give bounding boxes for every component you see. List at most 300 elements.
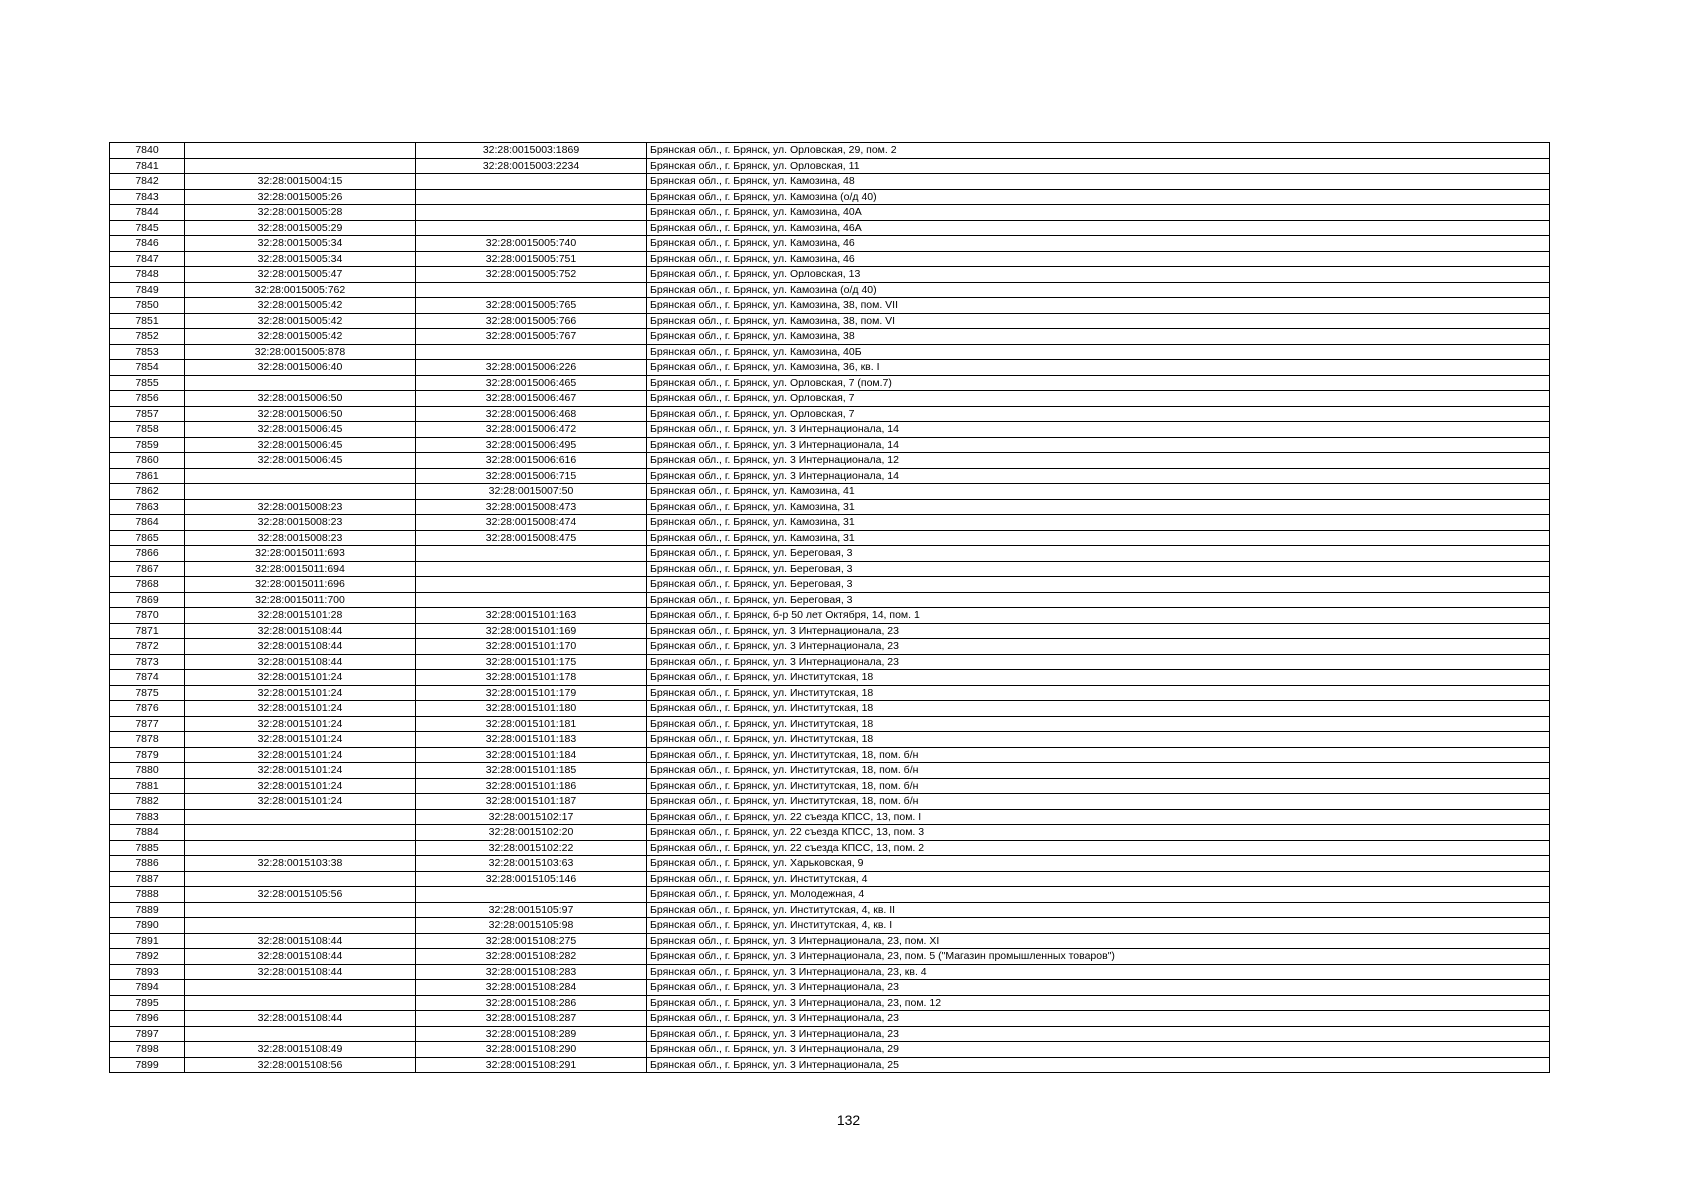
parcel-cadastral-number-cell: 32:28:0015108:44 [185,964,416,980]
row-number-cell: 7882 [110,794,185,810]
table-row [110,174,1550,190]
object-cadastral-number-cell: 32:28:0015003:2234 [416,158,647,174]
parcel-cadastral-number-cell: 32:28:0015101:24 [185,685,416,701]
parcel-cadastral-number-cell: 32:28:0015006:45 [185,453,416,469]
object-cadastral-number-cell [416,282,647,298]
parcel-cadastral-number-cell: 32:28:0015008:23 [185,515,416,531]
table-row [110,205,1550,221]
object-cadastral-number-cell: 32:28:0015008:474 [416,515,647,531]
row-number-cell: 7875 [110,685,185,701]
object-cadastral-number-cell [416,577,647,593]
table-row [110,220,1550,236]
object-cadastral-number-cell: 32:28:0015108:289 [416,1026,647,1042]
table-row [110,902,1550,918]
table-row [110,964,1550,980]
row-number-cell: 7857 [110,406,185,422]
address-cell: Брянская обл., г. Брянск, ул. Институтская, 4 [647,871,1550,887]
parcel-cadastral-number-cell: 32:28:0015006:45 [185,437,416,453]
row-number-cell: 7863 [110,499,185,515]
row-number-cell: 7899 [110,1057,185,1073]
object-cadastral-number-cell: 32:28:0015006:495 [416,437,647,453]
address-cell: Брянская обл., г. Брянск, ул. Институтская, 18 [647,670,1550,686]
address-cell: Брянская обл., г. Брянск, ул. Институтская, 18, пом. б/н [647,763,1550,779]
table-row [110,794,1550,810]
table-row [110,282,1550,298]
address-cell: Брянская обл., г. Брянск, ул. 3 Интернационала, 23 [647,654,1550,670]
object-cadastral-number-cell: 32:28:0015108:283 [416,964,647,980]
object-cadastral-number-cell [416,344,647,360]
address-cell: Брянская обл., г. Брянск, ул. Институтская, 18 [647,701,1550,717]
parcel-cadastral-number-cell: 32:28:0015108:44 [185,1011,416,1027]
parcel-cadastral-number-cell: 32:28:0015101:24 [185,778,416,794]
address-cell: Брянская обл., г. Брянск, ул. Институтская, 18 [647,732,1550,748]
object-cadastral-number-cell: 32:28:0015105:97 [416,902,647,918]
address-cell: Брянская обл., г. Брянск, ул. 3 Интернационала, 23, пом. 12 [647,995,1550,1011]
table-row [110,236,1550,252]
table-row [110,577,1550,593]
parcel-cadastral-number-cell [185,995,416,1011]
object-cadastral-number-cell: 32:28:0015006:715 [416,468,647,484]
address-cell: Брянская обл., г. Брянск, ул. Береговая, 3 [647,592,1550,608]
address-cell: Брянская обл., г. Брянск, ул. Береговая, 3 [647,546,1550,562]
parcel-cadastral-number-cell: 32:28:0015108:49 [185,1042,416,1058]
table-row [110,1042,1550,1058]
row-number-cell: 7891 [110,933,185,949]
parcel-cadastral-number-cell: 32:28:0015005:34 [185,236,416,252]
table-row [110,406,1550,422]
object-cadastral-number-cell: 32:28:0015108:275 [416,933,647,949]
row-number-cell: 7885 [110,840,185,856]
table-row [110,484,1550,500]
object-cadastral-number-cell [416,887,647,903]
row-number-cell: 7894 [110,980,185,996]
address-cell: Брянская обл., г. Брянск, ул. Орловская, 13 [647,267,1550,283]
address-cell: Брянская обл., г. Брянск, ул. Камозина (о/д 40) [647,189,1550,205]
parcel-cadastral-number-cell: 32:28:0015108:44 [185,623,416,639]
parcel-cadastral-number-cell: 32:28:0015108:44 [185,654,416,670]
parcel-cadastral-number-cell: 32:28:0015006:45 [185,422,416,438]
row-number-cell: 7869 [110,592,185,608]
object-cadastral-number-cell: 32:28:0015108:291 [416,1057,647,1073]
table-row [110,670,1550,686]
parcel-cadastral-number-cell: 32:28:0015005:42 [185,313,416,329]
row-number-cell: 7874 [110,670,185,686]
parcel-cadastral-number-cell: 32:28:0015011:696 [185,577,416,593]
row-number-cell: 7859 [110,437,185,453]
table-row [110,980,1550,996]
object-cadastral-number-cell: 32:28:0015105:146 [416,871,647,887]
object-cadastral-number-cell: 32:28:0015005:767 [416,329,647,345]
object-cadastral-number-cell: 32:28:0015006:467 [416,391,647,407]
table-row [110,499,1550,515]
table-row [110,313,1550,329]
address-cell: Брянская обл., г. Брянск, ул. Камозина, 31 [647,499,1550,515]
address-cell: Брянская обл., г. Брянск, ул. Камозина, 38, пом. VI [647,313,1550,329]
row-number-cell: 7884 [110,825,185,841]
object-cadastral-number-cell: 32:28:0015101:170 [416,639,647,655]
row-number-cell: 7848 [110,267,185,283]
parcel-cadastral-number-cell: 32:28:0015005:28 [185,205,416,221]
table-row [110,158,1550,174]
table-row [110,778,1550,794]
parcel-cadastral-number-cell: 32:28:0015006:40 [185,360,416,376]
table-row [110,515,1550,531]
table-row [110,809,1550,825]
table-row [110,375,1550,391]
address-cell: Брянская обл., г. Брянск, ул. Камозина, 38 [647,329,1550,345]
table-row [110,933,1550,949]
parcel-cadastral-number-cell: 32:28:0015005:47 [185,267,416,283]
parcel-cadastral-number-cell: 32:28:0015008:23 [185,530,416,546]
table-row [110,468,1550,484]
parcel-cadastral-number-cell: 32:28:0015005:34 [185,251,416,267]
object-cadastral-number-cell [416,220,647,236]
object-cadastral-number-cell: 32:28:0015008:475 [416,530,647,546]
parcel-cadastral-number-cell: 32:28:0015006:50 [185,391,416,407]
parcel-cadastral-number-cell: 32:28:0015105:56 [185,887,416,903]
address-cell: Брянская обл., г. Брянск, ул. 3 Интернационала, 14 [647,422,1550,438]
address-cell: Брянская обл., г. Брянск, ул. Камозина (о/д 40) [647,282,1550,298]
table-row [110,530,1550,546]
row-number-cell: 7898 [110,1042,185,1058]
address-cell: Брянская обл., г. Брянск, ул. Камозина, 46 [647,251,1550,267]
parcel-cadastral-number-cell: 32:28:0015103:38 [185,856,416,872]
row-number-cell: 7840 [110,143,185,159]
address-cell: Брянская обл., г. Брянск, ул. Камозина, 31 [647,530,1550,546]
table-row [110,453,1550,469]
row-number-cell: 7873 [110,654,185,670]
row-number-cell: 7896 [110,1011,185,1027]
address-cell: Брянская обл., г. Брянск, ул. 3 Интернационала, 23 [647,1011,1550,1027]
row-number-cell: 7880 [110,763,185,779]
row-number-cell: 7866 [110,546,185,562]
address-cell: Брянская обл., г. Брянск, ул. Институтская, 18, пом. б/н [647,794,1550,810]
row-number-cell: 7851 [110,313,185,329]
row-number-cell: 7871 [110,623,185,639]
row-number-cell: 7849 [110,282,185,298]
parcel-cadastral-number-cell [185,143,416,159]
address-cell: Брянская обл., г. Брянск, ул. Институтская, 18, пом. б/н [647,747,1550,763]
object-cadastral-number-cell: 32:28:0015108:287 [416,1011,647,1027]
parcel-cadastral-number-cell: 32:28:0015011:694 [185,561,416,577]
table-row [110,422,1550,438]
address-cell: Брянская обл., г. Брянск, ул. 3 Интернационала, 23 [647,623,1550,639]
address-cell: Брянская обл., г. Брянск, ул. Орловская, 11 [647,158,1550,174]
address-cell: Брянская обл., г. Брянск, ул. 3 Интернационала, 23, пом. XI [647,933,1550,949]
address-cell: Брянская обл., г. Брянск, ул. Камозина, 46 [647,236,1550,252]
page-number: 132 [836,1112,861,1128]
table-row [110,1057,1550,1073]
parcel-cadastral-number-cell: 32:28:0015005:762 [185,282,416,298]
address-cell: Брянская обл., г. Брянск, ул. 3 Интернационала, 14 [647,437,1550,453]
object-cadastral-number-cell: 32:28:0015003:1869 [416,143,647,159]
row-number-cell: 7841 [110,158,185,174]
table-row [110,391,1550,407]
object-cadastral-number-cell: 32:28:0015006:465 [416,375,647,391]
address-cell: Брянская обл., г. Брянск, ул. Институтская, 18 [647,685,1550,701]
parcel-cadastral-number-cell [185,840,416,856]
object-cadastral-number-cell [416,174,647,190]
table-row [110,995,1550,1011]
row-number-cell: 7843 [110,189,185,205]
row-number-cell: 7889 [110,902,185,918]
parcel-cadastral-number-cell: 32:28:0015006:50 [185,406,416,422]
object-cadastral-number-cell: 32:28:0015101:181 [416,716,647,732]
parcel-cadastral-number-cell [185,918,416,934]
object-cadastral-number-cell [416,561,647,577]
table-row [110,344,1550,360]
parcel-cadastral-number-cell [185,871,416,887]
table-row [110,639,1550,655]
address-cell: Брянская обл., г. Брянск, ул. Береговая, 3 [647,577,1550,593]
object-cadastral-number-cell: 32:28:0015008:473 [416,499,647,515]
parcel-cadastral-number-cell: 32:28:0015011:693 [185,546,416,562]
address-cell: Брянская обл., г. Брянск, ул. 22 съезда КПСС, 13, пом. I [647,809,1550,825]
address-cell: Брянская обл., г. Брянск, ул. Институтская, 18, пом. б/н [647,778,1550,794]
object-cadastral-number-cell: 32:28:0015101:178 [416,670,647,686]
table-row [110,856,1550,872]
parcel-cadastral-number-cell: 32:28:0015108:44 [185,949,416,965]
row-number-cell: 7881 [110,778,185,794]
address-cell: Брянская обл., г. Брянск, ул. Камозина, 46А [647,220,1550,236]
table-row [110,267,1550,283]
parcel-cadastral-number-cell [185,809,416,825]
address-cell: Брянская обл., г. Брянск, ул. Орловская, 7 [647,406,1550,422]
object-cadastral-number-cell: 32:28:0015101:175 [416,654,647,670]
parcel-cadastral-number-cell: 32:28:0015101:24 [185,747,416,763]
table-row [110,887,1550,903]
row-number-cell: 7853 [110,344,185,360]
row-number-cell: 7879 [110,747,185,763]
row-number-cell: 7897 [110,1026,185,1042]
object-cadastral-number-cell: 32:28:0015102:17 [416,809,647,825]
row-number-cell: 7883 [110,809,185,825]
parcel-cadastral-number-cell: 32:28:0015101:24 [185,716,416,732]
address-cell: Брянская обл., г. Брянск, ул. Камозина, 31 [647,515,1550,531]
object-cadastral-number-cell: 32:28:0015006:468 [416,406,647,422]
parcel-cadastral-number-cell [185,825,416,841]
table-row [110,623,1550,639]
object-cadastral-number-cell: 32:28:0015005:766 [416,313,647,329]
row-number-cell: 7847 [110,251,185,267]
object-cadastral-number-cell: 32:28:0015102:22 [416,840,647,856]
row-number-cell: 7862 [110,484,185,500]
address-cell: Брянская обл., г. Брянск, ул. 3 Интернационала, 23, пом. 5 ("Магазин промышленных товаров") [647,949,1550,965]
row-number-cell: 7844 [110,205,185,221]
table-row [110,949,1550,965]
row-number-cell: 7877 [110,716,185,732]
parcel-cadastral-number-cell: 32:28:0015101:24 [185,732,416,748]
object-cadastral-number-cell [416,189,647,205]
table-row [110,763,1550,779]
address-cell: Брянская обл., г. Брянск, ул. 3 Интернационала, 23 [647,980,1550,996]
row-number-cell: 7860 [110,453,185,469]
parcel-cadastral-number-cell: 32:28:0015101:24 [185,701,416,717]
table-row [110,840,1550,856]
address-cell: Брянская обл., г. Брянск, ул. Береговая, 3 [647,561,1550,577]
table-row [110,918,1550,934]
object-cadastral-number-cell: 32:28:0015101:163 [416,608,647,624]
object-cadastral-number-cell: 32:28:0015108:286 [416,995,647,1011]
row-number-cell: 7895 [110,995,185,1011]
object-cadastral-number-cell: 32:28:0015108:284 [416,980,647,996]
object-cadastral-number-cell: 32:28:0015101:184 [416,747,647,763]
parcel-cadastral-number-cell [185,484,416,500]
row-number-cell: 7878 [110,732,185,748]
address-cell: Брянская обл., г. Брянск, ул. 22 съезда КПСС, 13, пом. 3 [647,825,1550,841]
row-number-cell: 7870 [110,608,185,624]
object-cadastral-number-cell [416,592,647,608]
address-cell: Брянская обл., г. Брянск, б-р 50 лет Октября, 14, пом. 1 [647,608,1550,624]
parcel-cadastral-number-cell [185,902,416,918]
parcel-cadastral-number-cell: 32:28:0015108:44 [185,639,416,655]
address-cell: Брянская обл., г. Брянск, ул. Камозина, 48 [647,174,1550,190]
row-number-cell: 7861 [110,468,185,484]
table-row [110,1011,1550,1027]
row-number-cell: 7854 [110,360,185,376]
parcel-cadastral-number-cell: 32:28:0015005:42 [185,329,416,345]
row-number-cell: 7886 [110,856,185,872]
registry-table-body [110,143,1550,1073]
object-cadastral-number-cell: 32:28:0015101:169 [416,623,647,639]
table-row [110,732,1550,748]
object-cadastral-number-cell: 32:28:0015006:472 [416,422,647,438]
address-cell: Брянская обл., г. Брянск, ул. Камозина, 36, кв. I [647,360,1550,376]
address-cell: Брянская обл., г. Брянск, ул. 22 съезда КПСС, 13, пом. 2 [647,840,1550,856]
parcel-cadastral-number-cell: 32:28:0015004:15 [185,174,416,190]
row-number-cell: 7842 [110,174,185,190]
parcel-cadastral-number-cell: 32:28:0015101:24 [185,794,416,810]
parcel-cadastral-number-cell: 32:28:0015011:700 [185,592,416,608]
parcel-cadastral-number-cell: 32:28:0015101:28 [185,608,416,624]
parcel-cadastral-number-cell: 32:28:0015101:24 [185,763,416,779]
object-cadastral-number-cell: 32:28:0015005:765 [416,298,647,314]
object-cadastral-number-cell: 32:28:0015102:20 [416,825,647,841]
address-cell: Брянская обл., г. Брянск, ул. 3 Интернационала, 25 [647,1057,1550,1073]
row-number-cell: 7867 [110,561,185,577]
table-row [110,189,1550,205]
object-cadastral-number-cell: 32:28:0015006:226 [416,360,647,376]
parcel-cadastral-number-cell [185,375,416,391]
row-number-cell: 7852 [110,329,185,345]
row-number-cell: 7864 [110,515,185,531]
object-cadastral-number-cell [416,205,647,221]
address-cell: Брянская обл., г. Брянск, ул. 3 Интернационала, 23, кв. 4 [647,964,1550,980]
object-cadastral-number-cell [416,546,647,562]
row-number-cell: 7845 [110,220,185,236]
table-row [110,592,1550,608]
registry-table [109,142,1550,1073]
address-cell: Брянская обл., г. Брянск, ул. Орловская, 29, пом. 2 [647,143,1550,159]
parcel-cadastral-number-cell: 32:28:0015108:44 [185,933,416,949]
address-cell: Брянская обл., г. Брянск, ул. 3 Интернационала, 14 [647,468,1550,484]
object-cadastral-number-cell: 32:28:0015005:752 [416,267,647,283]
row-number-cell: 7893 [110,964,185,980]
table-row [110,871,1550,887]
parcel-cadastral-number-cell: 32:28:0015005:26 [185,189,416,205]
object-cadastral-number-cell: 32:28:0015101:179 [416,685,647,701]
table-row [110,608,1550,624]
table-row [110,1026,1550,1042]
table-row [110,546,1550,562]
row-number-cell: 7855 [110,375,185,391]
table-row [110,437,1550,453]
row-number-cell: 7858 [110,422,185,438]
table-row [110,298,1550,314]
parcel-cadastral-number-cell [185,980,416,996]
table-row [110,685,1550,701]
address-cell: Брянская обл., г. Брянск, ул. Институтская, 18 [647,716,1550,732]
parcel-cadastral-number-cell: 32:28:0015005:878 [185,344,416,360]
address-cell: Брянская обл., г. Брянск, ул. Молодежная, 4 [647,887,1550,903]
address-cell: Брянская обл., г. Брянск, ул. 3 Интернационала, 23 [647,1026,1550,1042]
object-cadastral-number-cell: 32:28:0015005:751 [416,251,647,267]
parcel-cadastral-number-cell [185,158,416,174]
address-cell: Брянская обл., г. Брянск, ул. Орловская, 7 (пом.7) [647,375,1550,391]
row-number-cell: 7876 [110,701,185,717]
row-number-cell: 7872 [110,639,185,655]
table-row [110,360,1550,376]
object-cadastral-number-cell: 32:28:0015108:290 [416,1042,647,1058]
row-number-cell: 7850 [110,298,185,314]
object-cadastral-number-cell: 32:28:0015101:185 [416,763,647,779]
parcel-cadastral-number-cell [185,468,416,484]
row-number-cell: 7888 [110,887,185,903]
parcel-cadastral-number-cell: 32:28:0015005:42 [185,298,416,314]
object-cadastral-number-cell: 32:28:0015101:187 [416,794,647,810]
address-cell: Брянская обл., г. Брянск, ул. Камозина, 41 [647,484,1550,500]
object-cadastral-number-cell: 32:28:0015108:282 [416,949,647,965]
object-cadastral-number-cell: 32:28:0015101:186 [416,778,647,794]
address-cell: Брянская обл., г. Брянск, ул. Харьковская, 9 [647,856,1550,872]
object-cadastral-number-cell: 32:28:0015101:180 [416,701,647,717]
address-cell: Брянская обл., г. Брянск, ул. Камозина, 38, пом. VII [647,298,1550,314]
object-cadastral-number-cell: 32:28:0015103:63 [416,856,647,872]
row-number-cell: 7887 [110,871,185,887]
table-row [110,701,1550,717]
parcel-cadastral-number-cell: 32:28:0015101:24 [185,670,416,686]
table-row [110,251,1550,267]
address-cell: Брянская обл., г. Брянск, ул. 3 Интернационала, 29 [647,1042,1550,1058]
address-cell: Брянская обл., г. Брянск, ул. Орловская, 7 [647,391,1550,407]
row-number-cell: 7890 [110,918,185,934]
parcel-cadastral-number-cell: 32:28:0015108:56 [185,1057,416,1073]
table-row [110,654,1550,670]
table-row [110,716,1550,732]
parcel-cadastral-number-cell: 32:28:0015008:23 [185,499,416,515]
parcel-cadastral-number-cell [185,1026,416,1042]
address-cell: Брянская обл., г. Брянск, ул. Камозина, 40А [647,205,1550,221]
row-number-cell: 7892 [110,949,185,965]
table-row [110,825,1550,841]
table-row [110,561,1550,577]
address-cell: Брянская обл., г. Брянск, ул. Институтская, 4, кв. I [647,918,1550,934]
table-row [110,143,1550,159]
row-number-cell: 7856 [110,391,185,407]
object-cadastral-number-cell: 32:28:0015101:183 [416,732,647,748]
object-cadastral-number-cell: 32:28:0015006:616 [416,453,647,469]
address-cell: Брянская обл., г. Брянск, ул. Камозина, 40Б [647,344,1550,360]
object-cadastral-number-cell: 32:28:0015007:50 [416,484,647,500]
parcel-cadastral-number-cell: 32:28:0015005:29 [185,220,416,236]
address-cell: Брянская обл., г. Брянск, ул. 3 Интернационала, 23 [647,639,1550,655]
object-cadastral-number-cell: 32:28:0015105:98 [416,918,647,934]
row-number-cell: 7846 [110,236,185,252]
address-cell: Брянская обл., г. Брянск, ул. Институтская, 4, кв. II [647,902,1550,918]
object-cadastral-number-cell: 32:28:0015005:740 [416,236,647,252]
address-cell: Брянская обл., г. Брянск, ул. 3 Интернационала, 12 [647,453,1550,469]
row-number-cell: 7865 [110,530,185,546]
